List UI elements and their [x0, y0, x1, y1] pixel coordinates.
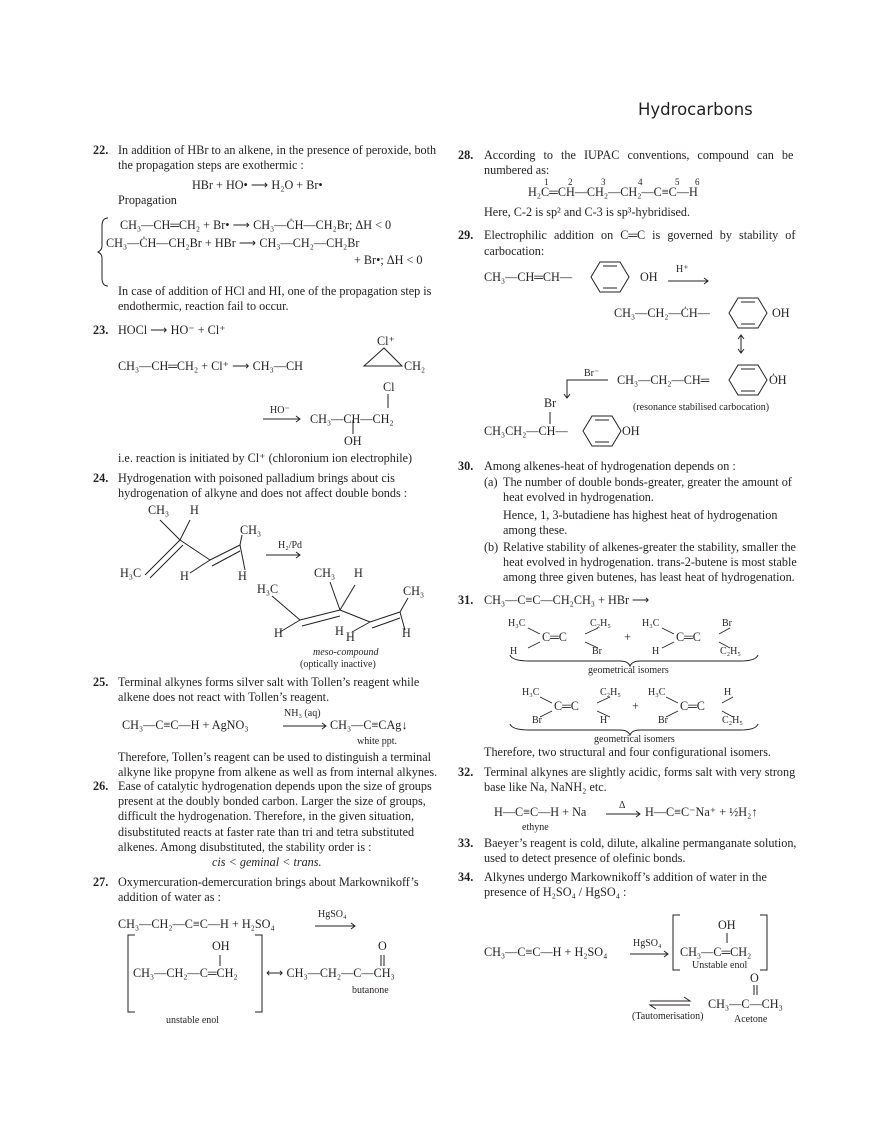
- q26-line: difficult the hydrogenation. Therefore, in the given situation,: [118, 809, 415, 823]
- bracket-right: [255, 935, 262, 1012]
- q32-text-2: base like Na, NaNH₂ etc.: [484, 780, 607, 794]
- q24-h-h: H: [402, 626, 411, 640]
- q25-text-3: Therefore, Tollen’s reagent can be used to distinguish a terminal: [118, 750, 431, 764]
- q29-number: 29.: [458, 228, 474, 242]
- q27-catalyst: HgSO₄: [318, 909, 347, 920]
- q31-br: Br: [658, 715, 668, 726]
- q34-text-2: presence of H₂SO₄ / HgSO₄ :: [484, 885, 627, 899]
- q34-text-1: Alkynes undergo Markownikoff’s addition of water in the: [484, 870, 767, 884]
- q24-h-f: H: [335, 624, 344, 638]
- benzene-ring-1: [591, 262, 629, 292]
- q30-a-4: among these.: [503, 523, 568, 537]
- q31-geo-label: geometrical isomers: [588, 665, 669, 676]
- q30-text-1: Among alkenes-heat of hydrogenation depends on :: [484, 459, 736, 473]
- q23-equation: HOCl ⟶ HO⁻ + Cl⁺: [118, 323, 226, 337]
- q27-text-1: Oxymercuration-demercuration brings about Markownikoff’s: [118, 875, 419, 889]
- q24-text-1: Hydrogenation with poisoned palladium brings about cis: [118, 471, 395, 485]
- q28-text-3: Here, C-2 is sp² and C-3 is sp³-hybridised.: [484, 205, 691, 219]
- q34-tautomerisation: (Tautomerisation): [632, 1011, 704, 1022]
- q24-meso: meso-compound: [313, 647, 379, 658]
- q33-text-1: Baeyer’s reagent is cold, dilute, alkaline permanganate solution,: [484, 836, 797, 850]
- q27-text-2: addition of water as :: [118, 890, 221, 904]
- q26-line: present at the doubly bonded carbon. Larger the size of groups,: [118, 794, 426, 808]
- q22-text-3: In case of addition of HCl and HI, one of the propagation step is: [118, 284, 432, 298]
- q31-h3c: H₃C: [642, 618, 660, 629]
- q30-a-3: Hence, 1, 3-butadiene has highest heat of hydrogenation: [503, 508, 778, 522]
- q24-number: 24.: [93, 471, 109, 485]
- q29-text-1: Electrophilic addition on C═C is governed by stability of: [484, 228, 796, 242]
- q28-number: 28.: [458, 148, 474, 162]
- q24-text-2: hydrogenation of alkyne and does not affect double bonds :: [118, 486, 408, 500]
- q28-num: 3: [601, 177, 606, 187]
- q23-oh: OH: [344, 434, 362, 448]
- q32-reactants: H—C≡C—H + Na: [494, 805, 587, 819]
- q31-c2h5: C₂H₅: [720, 646, 741, 657]
- q31-h: H: [510, 646, 518, 657]
- q28-num: 4: [638, 177, 643, 187]
- q24-ch3-d: CH₃: [403, 584, 425, 598]
- q30-number: 30.: [458, 459, 474, 473]
- q29-text-2: carbocation:: [484, 244, 545, 258]
- q30-a-label: (a): [484, 475, 498, 489]
- q31-br: Br: [722, 618, 732, 629]
- q32-text-1: Terminal alkynes are slightly acidic, forms salt with very strong: [484, 765, 796, 779]
- q22-text-4: endothermic, reaction fail to occur.: [118, 299, 289, 313]
- q28-text-1: According to the IUPAC conventions, compound can be: [484, 148, 794, 162]
- q23-note: i.e. reaction is initiated by Cl⁺ (chloronium ion electrophile): [118, 451, 413, 465]
- q30-b-2: heat evolved in hydrogenation. trans-2-butene is most stable: [503, 555, 797, 569]
- q31-c2h5: C₂H₅: [590, 618, 611, 629]
- q26-number: 26.: [93, 779, 109, 793]
- q30-b-label: (b): [484, 540, 499, 554]
- q25-text-2: alkene does not react with Tollen’s reagent.: [118, 690, 330, 704]
- q30-b-3: among three given butenes, has least heat of hydrogenation.: [503, 570, 795, 584]
- q34-oh: OH: [718, 918, 736, 932]
- q27-o: O: [378, 939, 387, 953]
- q27-butanone: butanone: [352, 985, 389, 996]
- q22-text-1: In addition of HBr to an alkene, in the presence of peroxide, both: [118, 143, 437, 157]
- q24-inactive: (optically inactive): [300, 659, 376, 670]
- q24-h-b: H: [180, 569, 189, 583]
- q24-h-g: H: [346, 630, 355, 644]
- q34-o: O: [750, 971, 759, 985]
- q31-geo-label: geometrical isomers: [594, 734, 675, 745]
- q28-num: 1: [544, 177, 549, 187]
- q31-equation: CH₃—C≡C—CH₂CH₃ + HBr ⟶: [484, 593, 650, 607]
- q31-h3c: H₃C: [648, 687, 666, 698]
- q24-h-e: H: [274, 626, 283, 640]
- q24-h3c-a: H₃C: [120, 566, 142, 580]
- q31-h: H: [652, 646, 660, 657]
- q26-line: disubstituted reacts at faster rate than tri and tetra substituted: [118, 825, 415, 839]
- q25-condition: NH₃ (aq): [284, 708, 321, 719]
- q24-h-d: H: [354, 566, 363, 580]
- q33-text-2: used to detect presence of olefinic bonds.: [484, 851, 686, 865]
- q29-chain-2: CH₃—CH₂—ĊH—: [614, 306, 710, 320]
- quinoid-ring: [729, 365, 767, 395]
- benzene-ring-3: [583, 416, 621, 446]
- q27-enol: CH₃—CH₂—C═CH₂: [133, 966, 238, 980]
- q28-num: 5: [675, 177, 680, 187]
- q31-h3c: H₃C: [508, 618, 526, 629]
- q33-number: 33.: [458, 836, 474, 850]
- q26-line: alkenes. Among disubstituted, the stability order is :: [118, 840, 372, 854]
- q23-reaction-2: CH₃—CH—CH₂: [310, 412, 394, 426]
- q31-br: Br: [592, 646, 602, 657]
- q26-line: Ease of catalytic hydrogenation depends upon the size of groups: [118, 779, 432, 793]
- q31-conclusion: Therefore, two structural and four configurational isomers.: [484, 745, 771, 759]
- q29-oh-1: OH: [640, 270, 658, 284]
- q34-catalyst: HgSO₄: [633, 938, 662, 949]
- q22-text-2: the propagation steps are exothermic :: [118, 158, 304, 172]
- q26-order: cis < geminal < trans.: [212, 855, 322, 869]
- q28-num: 2: [568, 177, 573, 187]
- q22-propagation-label: Propagation: [118, 193, 177, 207]
- q25-text-4: alkyne like propyne from alkene as well as from internal alkynes.: [118, 765, 438, 779]
- q25-number: 25.: [93, 675, 109, 689]
- q27-ketone: ⟷ CH₃—CH₂—C—CH₃: [266, 966, 395, 980]
- q31-c2h5: C₂H₅: [722, 715, 743, 726]
- q22-reaction-3: + Br•; ΔH < 0: [354, 253, 423, 267]
- alkyne-bond: [145, 540, 180, 575]
- q22-reaction-2: CH₃—ĊH—CH₂Br + HBr ⟶ CH₃—CH₂—CH₂Br: [106, 236, 360, 250]
- q23-reaction-1: CH₃—CH═CH₂ + Cl⁺ ⟶ CH₃—CH: [118, 359, 303, 373]
- q31-h: H: [600, 715, 608, 726]
- q22-number: 22.: [93, 143, 109, 157]
- q34-unstable-enol: Unstable enol: [692, 960, 748, 971]
- q31-cc: C═C: [680, 699, 705, 713]
- benzene-ring-2: [729, 298, 767, 328]
- q34-reactants: CH₃—C≡C—H + H₂SO₄: [484, 945, 608, 959]
- q29-chain-4: CH₃CH₂—CH—: [484, 424, 568, 438]
- q31-h: H: [724, 687, 732, 698]
- q32-delta: Δ: [619, 800, 626, 811]
- q31-h3c: H₃C: [522, 687, 540, 698]
- q24-ch3-c: CH₃: [314, 566, 336, 580]
- q30-a-1: The number of double bonds-greater, greater the amount of: [503, 475, 792, 489]
- q22-equation: HBr + HO• ⟶ H₂O + Br•: [192, 178, 323, 192]
- q25-product: CH₃—C≡CAg↓: [330, 718, 408, 732]
- brace: [98, 218, 108, 286]
- q29-br-minus: Br⁻: [584, 368, 600, 379]
- q28-formula: H₂C═CH—CH₂—CH₂—C≡C—H: [528, 185, 698, 199]
- q22-reaction-1: CH₃—CH═CH₂ + Br• ⟶ CH₃—ĊH—CH₂Br; ΔH < 0: [120, 218, 392, 232]
- q29-oh-3: OH: [622, 424, 640, 438]
- q31-plus: +: [624, 630, 631, 644]
- q31-cc: C═C: [676, 630, 701, 644]
- q24-ch3-b: CH₃: [240, 523, 262, 537]
- q23-cl-plus: Cl⁺: [377, 334, 395, 348]
- q29-br: Br: [544, 396, 557, 410]
- q27-reactants: CH₃—CH₂—C≡C—H + H₂SO₄: [118, 917, 275, 931]
- q24-catalyst: H₂/Pd: [278, 540, 303, 551]
- q31-br: Br: [532, 715, 542, 726]
- q29-resonance-note: (resonance stabilised carbocation): [633, 402, 770, 413]
- q31-number: 31.: [458, 593, 474, 607]
- q32-number: 32.: [458, 765, 474, 779]
- equilibrium-arrows: [650, 997, 690, 1009]
- q31-plus: +: [632, 699, 639, 713]
- q23-reagent: HO⁻: [270, 405, 290, 416]
- q31-cc: C═C: [542, 630, 567, 644]
- q29-chain-1: CH₃—CH═CH—: [484, 270, 573, 284]
- q29-oh-2: OH: [772, 306, 790, 320]
- q28-num: 6: [695, 177, 700, 187]
- q29-h-plus: H⁺: [676, 264, 689, 275]
- q34-acetone-formula: CH₃—C—CH₃: [708, 997, 783, 1011]
- q23-number: 23.: [93, 323, 109, 337]
- q24-h3c-b: H₃C: [257, 582, 279, 596]
- q23-cl: Cl: [383, 380, 395, 394]
- q32-products: H—C≡C⁻Na⁺ + ½H₂↑: [645, 805, 758, 819]
- q30-a-2: heat evolved in hydrogenation.: [503, 490, 654, 504]
- chloronium-ring: [364, 348, 402, 366]
- q27-number: 27.: [93, 875, 109, 889]
- q31-c2h5: C₂H₅: [600, 687, 621, 698]
- q29-chain-3: CH₃—CH₂—CH═: [617, 373, 710, 387]
- q34-enol: CH₃—C═CH₂: [680, 945, 752, 959]
- q25-ppt: white ppt.: [357, 736, 397, 747]
- q29-oh-plus: ȮH: [769, 373, 787, 387]
- q24-h-c: H: [238, 569, 247, 583]
- q24-h-a: H: [190, 503, 199, 517]
- q32-ethyne: ethyne: [522, 822, 549, 833]
- q34-number: 34.: [458, 870, 474, 884]
- q27-unstable-enol: unstable enol: [166, 1015, 220, 1026]
- q30-b-1: Relative stability of alkenes-greater the stability, smaller the: [503, 540, 796, 554]
- q24-ch3-a: CH₃: [148, 503, 170, 517]
- q31-cc: C═C: [554, 699, 579, 713]
- q23-ch2: CH₂: [404, 359, 426, 373]
- q25-text-1: Terminal alkynes forms silver salt with Tollen’s reagent while: [118, 675, 420, 689]
- q25-reactants: CH₃—C≡C—H + AgNO₃: [122, 718, 249, 732]
- q27-oh: OH: [212, 939, 230, 953]
- chapter-title: Hydrocarbons: [638, 100, 753, 119]
- q28-text-2: numbered as:: [484, 163, 550, 177]
- q34-acetone: Acetone: [734, 1014, 768, 1025]
